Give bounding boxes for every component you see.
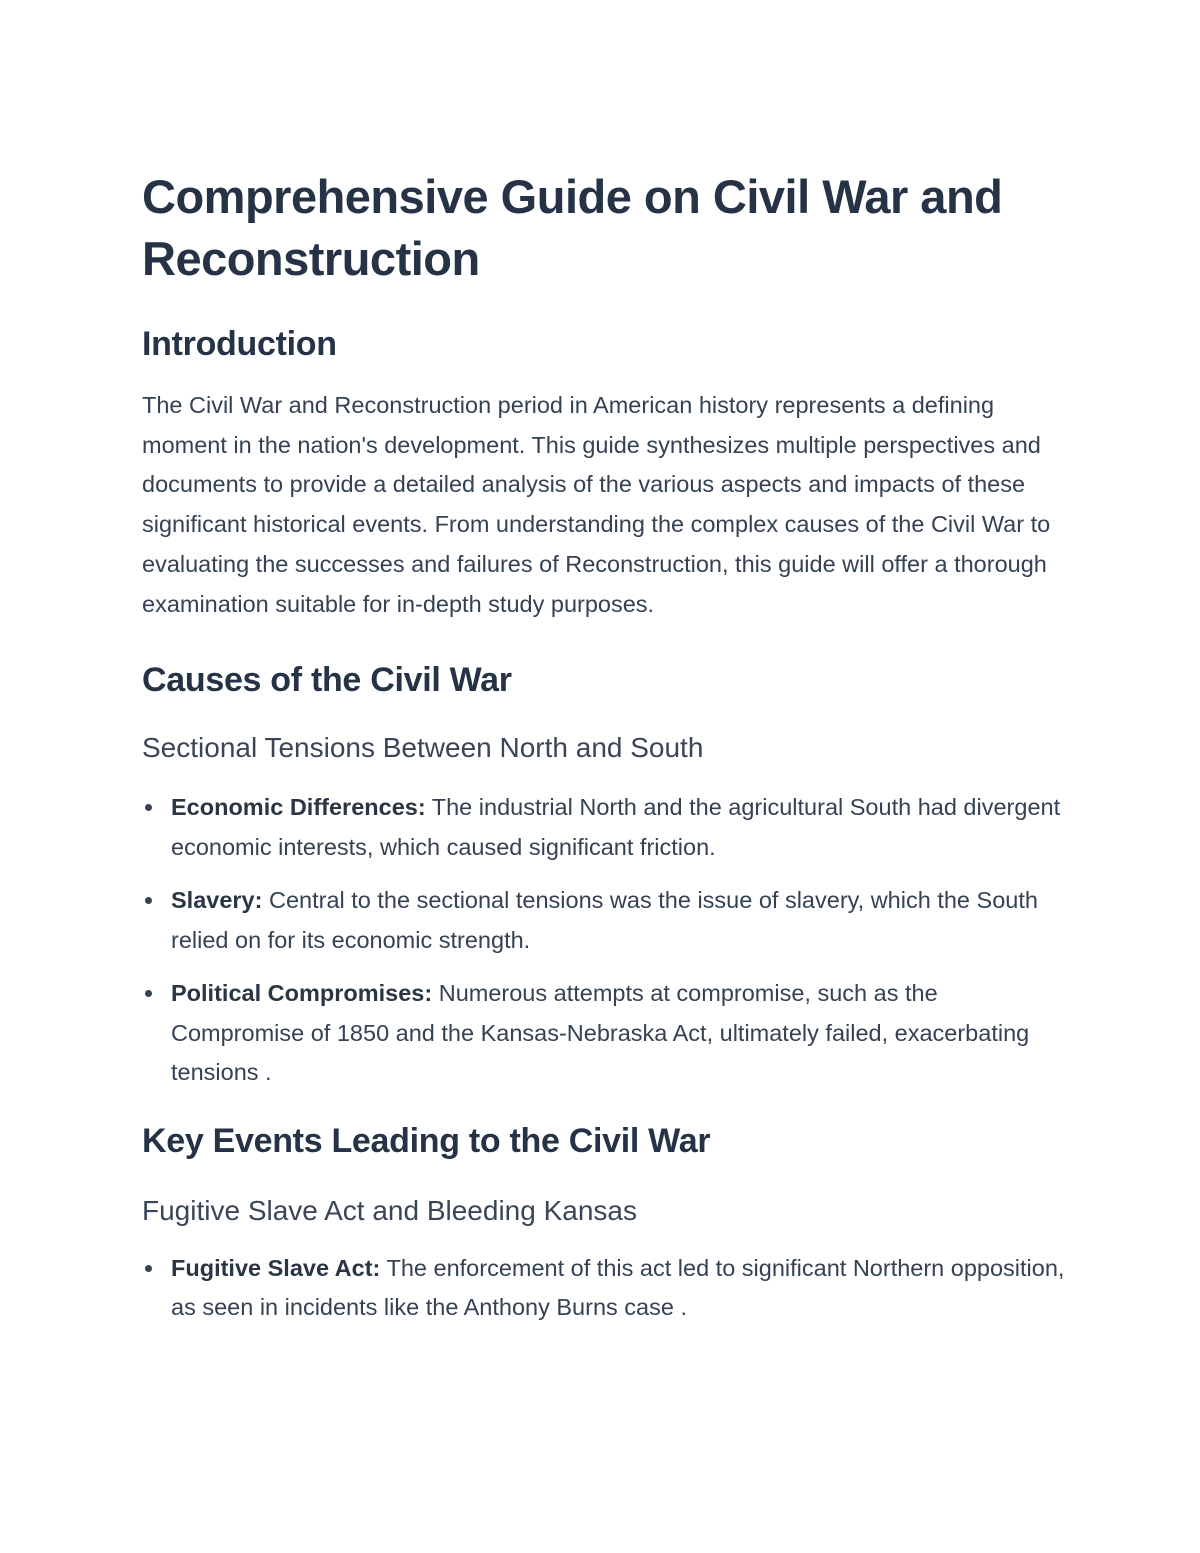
- section-heading-key-events: Key Events Leading to the Civil War: [142, 1121, 711, 1160]
- introduction-paragraph: The Civil War and Reconstruction period in American history represents a defining moment in the nation's development. This guide synthesizes multiple perspectives and documents to provide a detailed analysis of the various aspects and impacts of these significant historical events. From understanding the complex causes of the Civil War to evaluating the successes and failures of Reconstruction, this guide will offer a thorough examination suitable for in-depth study purposes.: [142, 392, 1051, 617]
- bullet-icon: [145, 990, 152, 997]
- list-item-text: The industrial North and the agricultural South had divergent economic interests, which caused significant friction.: [171, 794, 1061, 860]
- subheading-fugitive-slave-act: Fugitive Slave Act and Bleeding Kansas: [142, 1194, 637, 1226]
- list-item-term: Slavery:: [171, 887, 263, 914]
- list-item: [142, 1249, 1065, 1328]
- causes-bullet-list: [142, 788, 1065, 1093]
- list-item-text: Central to the sectional tensions was the issue of slavery, which the South relied on for its economic strength.: [171, 887, 1038, 953]
- section-heading-introduction: Introduction: [142, 325, 337, 363]
- bullet-icon: [145, 1265, 152, 1272]
- document-title: Comprehensive Guide on Civil War and Reconstruction: [142, 170, 1003, 285]
- list-item-term: Political Compromises:: [171, 980, 433, 1007]
- list-item: [142, 974, 1065, 1093]
- list-item: [142, 881, 1065, 960]
- list-item: [142, 788, 1065, 867]
- list-item-term: Fugitive Slave Act:: [171, 1254, 381, 1281]
- list-item-term: Economic Differences:: [171, 794, 426, 821]
- section-heading-causes: Causes of the Civil War: [142, 661, 512, 700]
- list-item-text: Numerous attempts at compromise, such as the Compromise of 1850 and the Kansas-Nebraska Act, ultimately failed, exacerbating tensions .: [171, 980, 1030, 1086]
- bullet-icon: [145, 804, 152, 811]
- key-events-bullet-list: [142, 1249, 1065, 1328]
- list-item-text: The enforcement of this act led to significant Northern opposition, as seen in incidents like the Anthony Burns case .: [171, 1254, 1065, 1321]
- bullet-icon: [145, 897, 152, 904]
- subheading-sectional-tensions: Sectional Tensions Between North and South: [142, 732, 704, 764]
